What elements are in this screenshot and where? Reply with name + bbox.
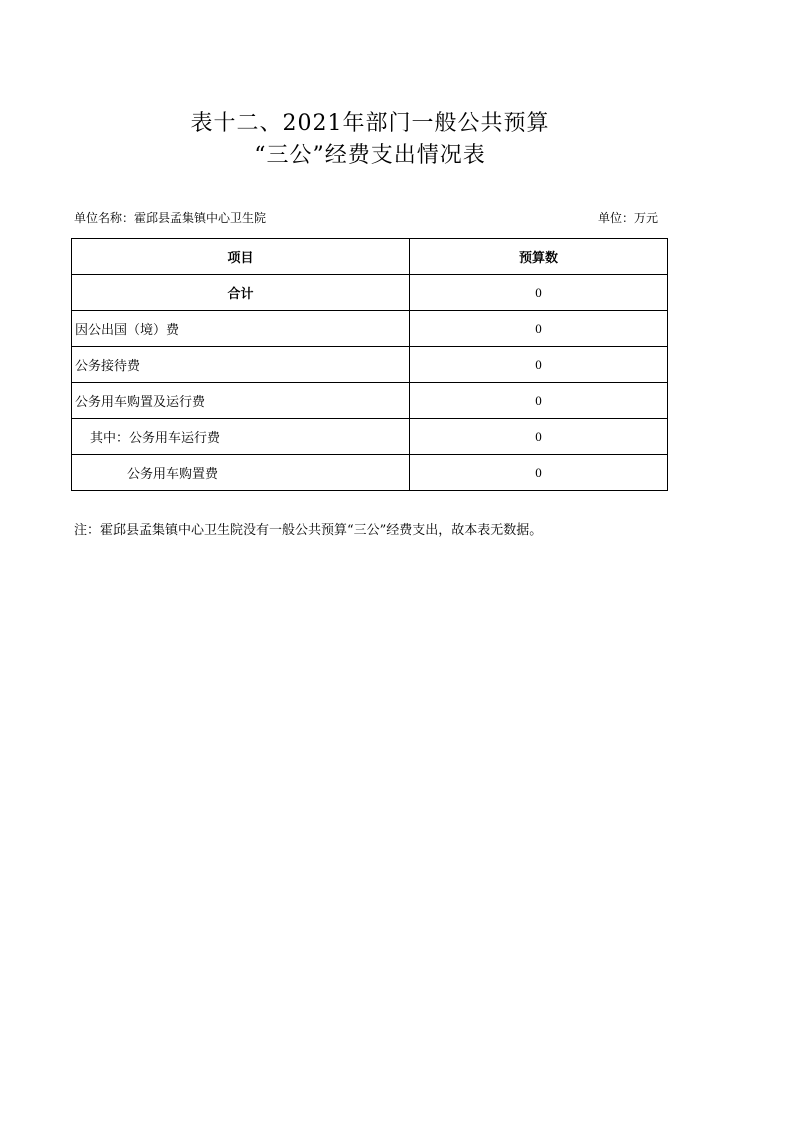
row-label: 公务接待费 <box>72 347 410 383</box>
table-row <box>72 347 668 383</box>
footnote: 注：霍邱县孟集镇中心卫生院没有一般公共预算“三公”经费支出，故本表无数据。 <box>74 523 543 538</box>
row-label: 因公出国（境）费 <box>72 311 410 347</box>
page-subtitle: “三公”经费支出情况表 <box>254 143 486 168</box>
table-row <box>72 311 668 347</box>
table-row <box>72 383 668 419</box>
row-label: 其中：公务用车运行费 <box>72 419 410 455</box>
row-value: 0 <box>410 419 668 455</box>
row-value: 0 <box>410 311 668 347</box>
row-value: 0 <box>410 455 668 491</box>
unit-name-label: 单位名称：霍邱县孟集镇中心卫生院 <box>74 211 267 225</box>
row-label: 公务用车购置及运行费 <box>72 383 410 419</box>
row-label-total: 合计 <box>72 275 410 311</box>
table-header-row <box>72 239 668 275</box>
row-value: 0 <box>410 347 668 383</box>
column-header-budget: 预算数 <box>410 239 668 275</box>
column-header-item: 项目 <box>72 239 410 275</box>
row-value: 0 <box>410 383 668 419</box>
row-value-total: 0 <box>410 275 668 311</box>
budget-table <box>71 238 668 491</box>
row-label: 公务用车购置费 <box>72 455 410 491</box>
page-title: 表十二、2021年部门一般公共预算 <box>190 111 550 136</box>
table-row <box>72 455 668 491</box>
table-row <box>72 419 668 455</box>
unit-measure-label: 单位：万元 <box>598 211 659 225</box>
table-row <box>72 275 668 311</box>
